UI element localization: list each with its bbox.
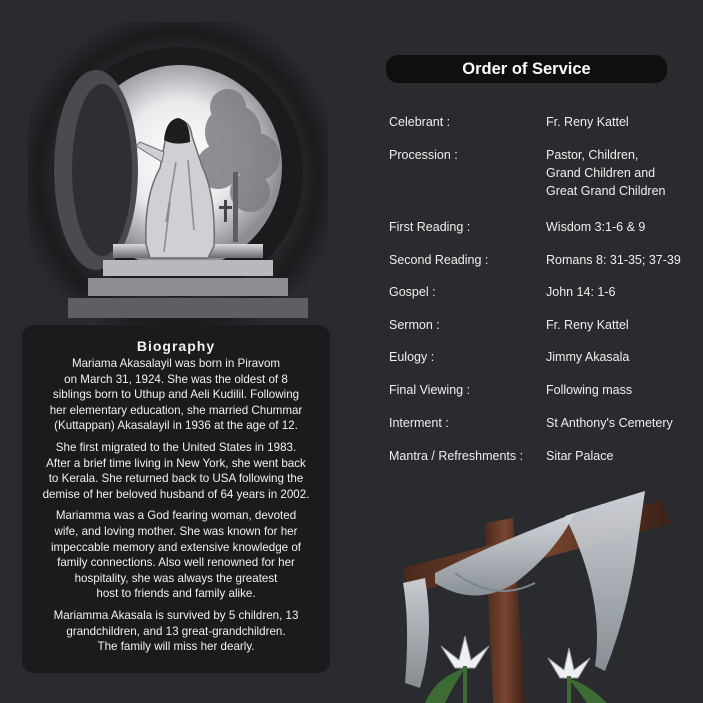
biography-paragraph-4: Mariamma Akasala is survived by 5 children, 13 grandchildren, and 13 great-grandchildren. The family will miss her dearly. <box>53 608 299 654</box>
service-value: Wisdom 3:1-6 & 9 <box>546 220 646 234</box>
service-value: Fr. Reny Kattel <box>546 115 629 129</box>
order-of-service-title: Order of Service <box>386 55 667 83</box>
service-value: Sitar Palace <box>546 449 614 463</box>
service-value: St Anthony's Cemetery <box>546 416 673 430</box>
biography-card <box>22 325 330 673</box>
service-label: First Reading : <box>389 220 471 234</box>
biography-paragraph-1: Mariama Akasalayil was born in Piravom on March 31, 1924. She was the oldest of 8 siblings born to Uthup and Aeli Kudilil. Following her elementary education, she married Chummar (Kuttappan) Akasalayil in 1936 at the age of 12. <box>49 357 303 433</box>
service-value: Jimmy Akasala <box>546 350 630 364</box>
service-value: Fr. Reny Kattel <box>546 318 629 332</box>
service-value: Following mass <box>546 383 633 397</box>
service-label: Procession : <box>389 148 458 162</box>
service-label: Gospel : <box>389 285 436 299</box>
service-label: Second Reading : <box>389 253 489 267</box>
service-label: Interment : <box>389 416 449 430</box>
service-label: Celebrant : <box>389 115 451 129</box>
biography-title: Biography <box>136 338 216 354</box>
service-label: Mantra / Refreshments : <box>389 449 524 463</box>
service-label: Sermon : <box>389 318 440 332</box>
biography-paragraph-2: She first migrated to the United States in 1983. After a brief time living in New York, she went back to Kerala. She returned back to USA following the demise of her beloved husband of 64 years in 2002. <box>42 440 310 501</box>
biography-paragraph-3: Mariamma was a God fearing woman, devoted wife, and loving mother. She was known for her impeccable memory and extensive knowledge of family connections. Also well renowned for her hospitality, she was always the greatest host to friends and family alike. <box>50 509 302 601</box>
service-value: John 14: 1-6 <box>546 285 616 299</box>
service-value: Pastor, Children, Grand Children and Great Grand Children <box>546 148 666 198</box>
empty-tomb-illustration <box>28 22 328 332</box>
service-label: Eulogy : <box>389 350 435 364</box>
cross-with-shroud-illustration <box>395 478 685 703</box>
service-label: Final Viewing : <box>389 383 471 397</box>
service-value: Romans 8: 31-35; 37-39 <box>546 253 681 267</box>
